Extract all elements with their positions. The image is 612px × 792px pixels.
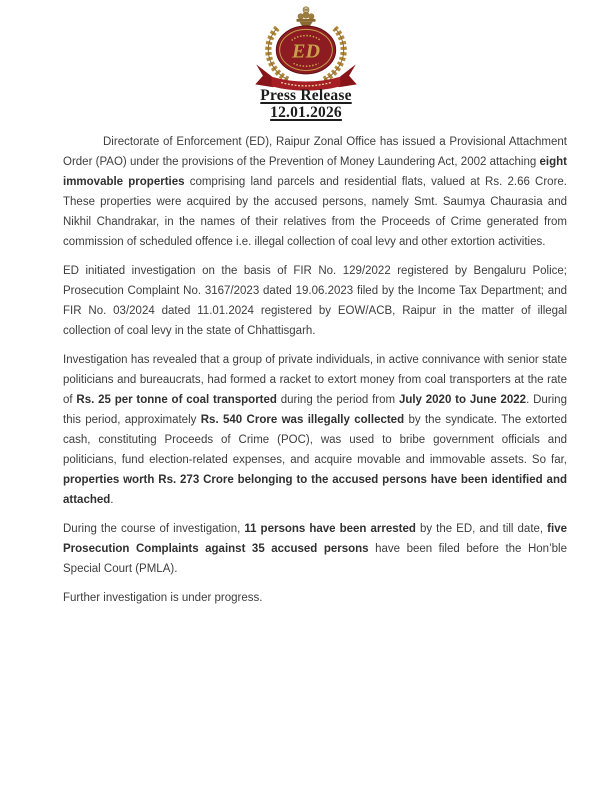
- page-title: Press Release: [260, 87, 352, 104]
- paragraph: [63, 261, 567, 341]
- bold-text-segment: July 2020 to June 2022: [398, 394, 527, 406]
- text-segment: During the course of investigation,: [63, 523, 245, 535]
- release-date: 12.01.2026: [270, 104, 342, 121]
- bold-text-segment: properties worth Rs. 273 Crore belonging to the accused persons have been identified and attached: [63, 474, 567, 506]
- text-segment: Directorate of Enforcement (ED), Raipur Zonal Office has issued a Provisional Attachment Order (PAO) under the provisions of the Prevention of Money Laundering Act, 2002 attaching: [63, 136, 567, 168]
- bold-text-segment: eight immovable properties: [63, 156, 567, 188]
- bold-text-segment: Rs. 540 Crore was illegally collected: [200, 414, 405, 426]
- text-segment: comprising land parcels and residential flats, valued at Rs. 2.66 Crore. These properties were acquired by the accused persons, namely Smt. Saumya Chaurasia and Nikhil Chandrakar, in the names of their relatives from the Proceeds of Crime generated from commission of scheduled offence i.e. illegal collection of coal levy and other extortion activities.: [63, 176, 568, 248]
- press-release-body: [63, 132, 567, 617]
- paragraph: [63, 519, 567, 579]
- press-release-header: [0, 87, 612, 121]
- text-segment: during the period from: [276, 394, 399, 406]
- paragraph: [63, 588, 567, 608]
- ashoka-capital-icon: [296, 7, 315, 26]
- text-segment: have been filed before the Hon’ble Special Court (PMLA).: [63, 543, 567, 575]
- ed-emblem-icon: [247, 4, 365, 94]
- text-segment: by the ED, and till date,: [415, 523, 548, 535]
- text-segment: Investigation has revealed that a group of private individuals, in active connivance with senior state politicians and bureaucrats, had formed a racket to extort money from coal transporters at the rate of: [63, 354, 567, 406]
- bold-text-segment: 11 persons have been arrested: [244, 523, 416, 535]
- paragraph: [63, 132, 567, 252]
- text-segment: by the syndicate. The extorted cash, constituting Proceeds of Crime (POC), was used to bribe government officials and politicians, fund election-related expenses, and acquire movable and immovable assets. So far,: [63, 414, 568, 466]
- text-segment: ED initiated investigation on the basis of FIR No. 129/2022 registered by Bengaluru Police; Prosecution Complaint No. 3167/2023 dated 19.06.2023 filed by the Income Tax Department; and FIR No. 03/2024 dated 11.01.2024 registered by EOW/ACB, Raipur in the matter of illegal collection of coal levy in the state of Chhattisgarh.: [63, 265, 567, 337]
- bold-text-segment: Rs. 25 per tonne of coal transported: [76, 394, 277, 406]
- text-segment: Further investigation is under progress.: [63, 592, 263, 604]
- text-segment: .: [110, 494, 114, 506]
- bold-text-segment: five Prosecution Complaints against 35 accused persons: [63, 523, 567, 555]
- paragraph: [63, 350, 567, 510]
- ed-monogram: ED: [292, 40, 320, 63]
- ed-emblem-logo: [247, 4, 365, 94]
- text-segment: . During this period, approximately: [63, 394, 567, 426]
- ed-oval-shield: [276, 26, 335, 74]
